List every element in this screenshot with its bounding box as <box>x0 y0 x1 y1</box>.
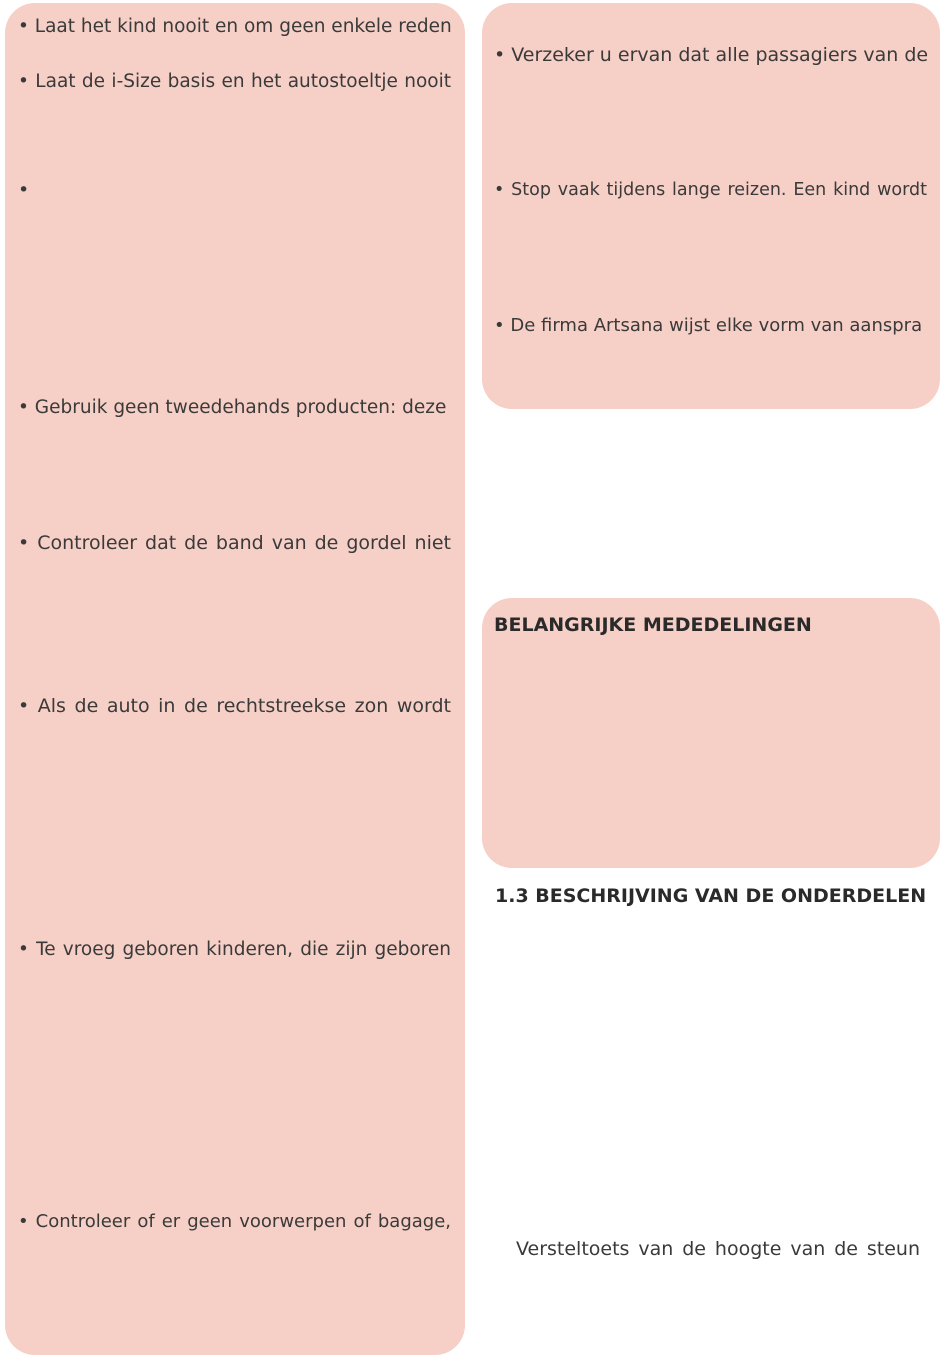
section-heading: 1.3 BESCHRIJVING VAN DE ONDERDELEN <box>495 885 927 907</box>
warning-item: • Te vroeg geboren kinderen, die zijn geboren <box>18 939 451 960</box>
warning-item: • Als de auto in de rechtstreekse zon wordt <box>18 695 451 717</box>
notices-heading: BELANGRIJKE MEDEDELINGEN <box>494 614 812 636</box>
component-item: Versteltoets van de hoogte van de steun <box>516 1238 920 1260</box>
warning-item: • Verzeker u ervan dat alle passagiers van de <box>494 44 929 66</box>
warning-item: • Laat het kind nooit en om geen enkele reden <box>18 16 452 37</box>
notices-panel <box>482 598 940 868</box>
warning-item: • De firma Artsana wijst elke vorm van aanspra <box>494 315 923 336</box>
warning-item: • Stop vaak tijdens lange reizen. Een kind wordt <box>494 180 927 200</box>
warning-item: • Laat de i-Size basis en het autostoeltje nooit <box>18 71 451 92</box>
warning-item: • Controleer of er geen voorwerpen of bagage, <box>18 1211 451 1232</box>
warnings-panel-left <box>5 3 465 1355</box>
warning-item: • Controleer dat de band van de gordel niet <box>18 532 451 554</box>
warning-item: • <box>18 179 30 201</box>
warning-item: • Gebruik geen tweedehands producten: deze <box>18 397 447 418</box>
